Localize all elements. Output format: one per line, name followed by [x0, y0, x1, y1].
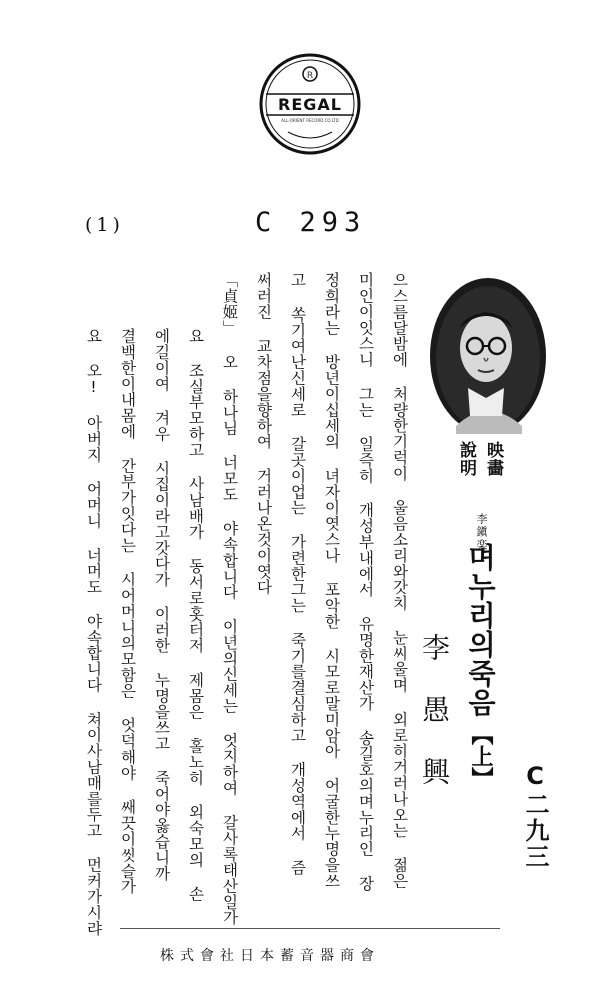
regal-logo-emblem — [258, 52, 362, 162]
narration-column: 에길이여 겨우 시집이라고갓다가 이러한 누명을쓰고 죽어야옳습니까 — [152, 328, 171, 882]
part-marker: 【上】 — [468, 723, 493, 789]
narration-column: 요 조실부모하고 사남배가 동서로홋터저 제몸은 홀노히 외숙모의 손 — [186, 328, 205, 902]
narration-column: 결백한이내몸에 간부가잇다는 시어머니의모함은 엇덕해야 쌔끗이씻슬가 — [118, 328, 137, 895]
narration-column: 요 오! 아버지 어머니 너머도 야속합니다 쳐이사남매를두고 먼커가시랴 — [84, 328, 103, 937]
catalog-number-kanji: C二九三 — [521, 762, 549, 870]
record-title: 며누리의죽음 — [464, 543, 497, 717]
narration-column: 고 쏙기여난신세로 갈곳이업는 가련한그는 죽기를결심하고 개성역에서 즘 — [288, 272, 307, 876]
logo-fine-print: ALL-ORIENT RECORD CO.LTD — [281, 118, 339, 123]
genre-label-line: 映畵 — [483, 441, 503, 477]
company-name: 株式會社日本蓄音器商會 — [160, 948, 380, 964]
narration-column: 으스름달밤에 처량한기럭이 울음소리와갓치 눈씨울며 외로히거러나오는 젊은 — [390, 272, 409, 889]
footer-divider — [120, 928, 500, 929]
regal-logo — [258, 52, 362, 162]
narrator-portrait — [428, 276, 548, 436]
svg-text:R: R — [306, 71, 314, 81]
narrator-name: 李愚興 — [418, 633, 451, 819]
portrait-image — [428, 276, 548, 436]
narration-column: 써러진 교차점을향하여 거러나온것이엿다 — [254, 272, 273, 595]
narration-column: 정희라는 방년이십세의 녀자이엿스나 포악한 시모로말미암아 어굴한누명을쓰 — [322, 272, 341, 889]
side-number: (1) — [85, 214, 124, 236]
narration-column: 미인이잇스니 그는 일즉히 개성부내에서 유명한재산가 송길호의며누리인 장 — [356, 272, 375, 892]
genre-label — [454, 441, 506, 477]
genre-label-line: 說明 — [456, 441, 476, 477]
narration-column: 「貞姬」 오 하나님 너모도 야속합니다 이년의신세는 엇지하여 갈사록태산일가 — [220, 272, 239, 926]
author-name-small: 李鎭楽 — [475, 513, 488, 552]
catalog-number: C 293 — [255, 207, 367, 238]
logo-brand-text: REGAL — [278, 95, 342, 114]
